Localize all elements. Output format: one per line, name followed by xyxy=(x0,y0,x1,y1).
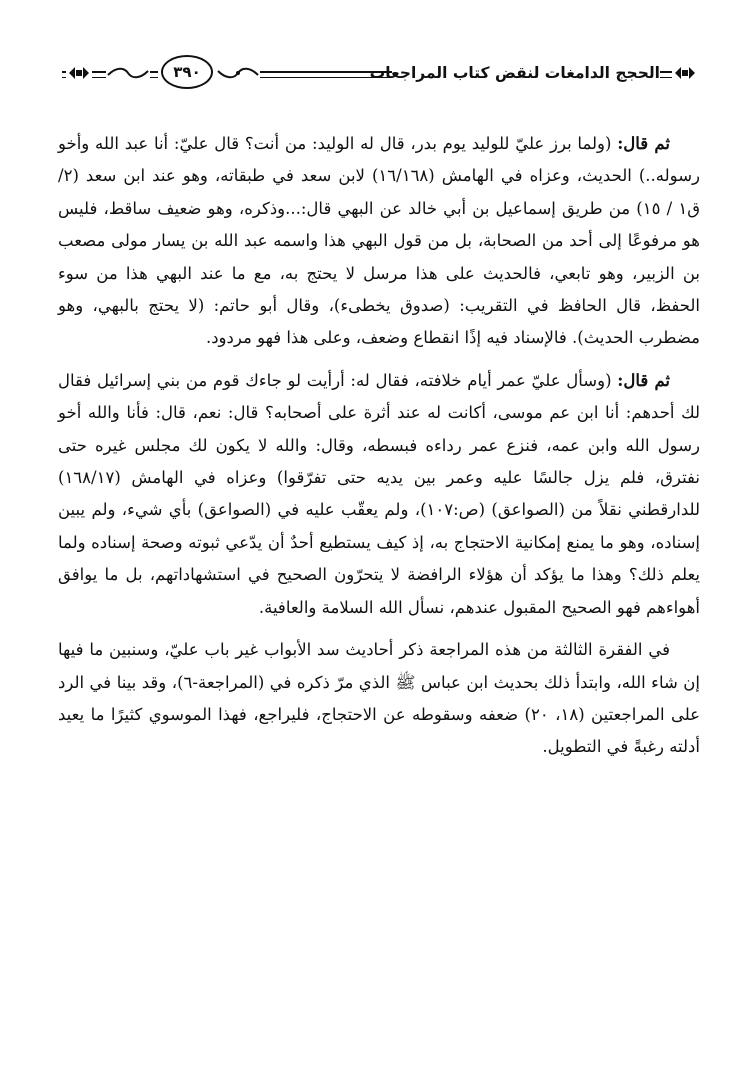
ornament-right-icon xyxy=(672,62,698,84)
running-header xyxy=(62,52,698,96)
paragraph-text: (وسأل عليّ عمر أيام خلافته، فقال له: أرأيت لو جاءك قوم من بني إسرائيل فقال لك أحدهم: أنا ابن عم موسى، أكانت له عند أثرة على أصحابه؟ قال: نعم، قال: فأنا والله أخو رسول الله وابن عمه، فنزع عمر رداءه فبسطه، وقال: والله لا يكون لك مجلس غيره حتى نفترق، فلم يزل جالسًا عليه وعمر بين يديه حتى تفرّقوا) وعزاه في الهامش (١٦٨/١٧) للدارقطني نقلاً من (الصواعق) (ص:١٠٧)، ولم يعقّب عليه في (الصواعق) بأي شيء، ولم يبين إسناده، وهو ما يمنع إمكانية الاحتجاج به، إذ كيف يستطيع أحدٌ أن يدّعي ثبوته وصحة إسناده ولما يعلم ذلك؟ وهذا ما يؤكد أن هؤلاء الرافضة لا يتحرّون الصحيح في استشهاداتهم، بل ما يوافق أهواءهم فهو الصحيح المقبول عندهم، نسأل الله السلامة والعافية. xyxy=(58,370,701,617)
swash-ornament-icon xyxy=(106,64,150,82)
paragraph-lead: ثم قال: xyxy=(617,134,671,153)
paragraph-text: في الفقرة الثالثة من هذه المراجعة ذكر أحاديث سد الأبواب غير باب عليّ، وسنبين ما فيها إن شاء الله، وابتدأ ذلك بحديث ابن عباس ﷺ الذي مرّ ذكره في (المراجعة-٦)، وقد بينا في الرد على المراجعتين (١٨، ٢٠) ضعفه وسقوطه عن الاحتجاج، فليراجع، فهذا الموسوي كثيرًا ما يعيد أدلته رغبةً في التطويل. xyxy=(58,640,701,757)
swash-ornament-icon xyxy=(216,64,260,82)
page-number-badge xyxy=(158,52,216,92)
ornament-left-icon xyxy=(66,62,92,84)
paragraph-text: (ولما برز عليّ للوليد يوم بدر، قال له الوليد: من أنت؟ قال عليّ: أنا عبد الله وأخو رسوله..) الحديث، وعزاه في الهامش (١٦/١٦٨) لابن سعد في طبقاته، وهو عند ابن سعد (٢/ ق١ / ١٥) من طريق إسماعيل بن أبي خالد عن البهي قال:...وذكره، وهو ضعيف ساقط، فليس هو مرفوعًا إلى أحد من الصحابة، بل من قول البهي هذا واسمه عبد الله بن يسار مولى مصعب بن الزبير، وهو تابعي، فالحديث على هذا مرسل لا يحتج به، مع ما عند البهي هذا من سوء الحفظ، قال الحافظ في التقريب: (صدوق يخطىء)، وقال أبو حاتم: (لا يحتج بالبهي، وهو مضطرب الحديث). فالإسناد فيه إذًا انقطاع وضعف، وعلى هذا فهو مردود. xyxy=(58,134,700,348)
paragraph-2 xyxy=(58,365,700,624)
paragraph-lead: ثم قال: xyxy=(617,370,671,390)
paragraph-1 xyxy=(58,128,700,355)
page-number: ٣٩٠ xyxy=(161,55,213,89)
book-title: الحجج الدامغات لنقض كتاب المراجعات xyxy=(392,58,660,88)
page-body xyxy=(58,128,700,778)
paragraph-3 xyxy=(58,634,700,764)
